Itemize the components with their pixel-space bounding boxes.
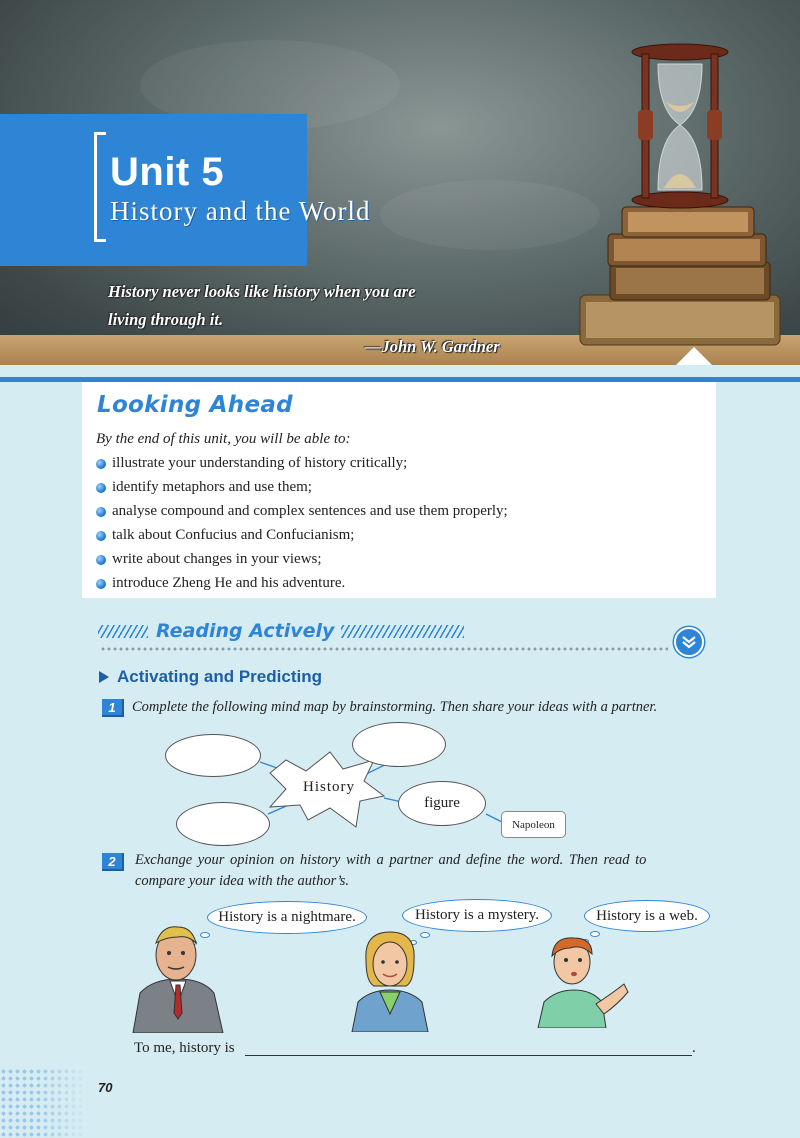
quote-line-1: History never looks like history when you are [108, 282, 416, 301]
pixel-decoration [0, 1068, 90, 1138]
objective-text: write about changes in your views; [112, 551, 322, 567]
old-man-illustration [128, 913, 228, 1033]
task-2-instruction-line-2: compare your idea with the author’s. [135, 873, 349, 889]
mind-map-blank-oval[interactable] [165, 734, 261, 777]
speech-bubble: History is a nightmare. [207, 901, 367, 934]
task-1-instruction: Complete the following mind map by brainstorming. Then share your ideas with a partner. [132, 699, 658, 715]
subsection-title: Activating and Predicting [117, 667, 322, 686]
objective-text: analyse compound and complex sentences and use them properly; [112, 503, 508, 519]
task-2-instruction-line-1: Exchange your opinion on history with a partner and define the word. Then read to [135, 852, 647, 868]
speech-bubble: History is a web. [584, 900, 710, 932]
objective-text: illustrate your understanding of history critically; [112, 455, 408, 471]
task-1-number: 1 [102, 699, 124, 717]
mind-map-napoleon-box: Napoleon [501, 811, 566, 838]
mind-map-figure-oval: figure [398, 781, 486, 826]
woman-illustration [350, 924, 430, 1032]
fill-in-period: . [692, 1040, 696, 1056]
fill-in-blank-line[interactable] [245, 1055, 692, 1056]
boy-illustration [534, 932, 634, 1028]
objective-text: identify metaphors and use them; [112, 479, 312, 495]
unit-number: Unit 5 [110, 150, 225, 194]
objective-text: introduce Zheng He and his adventure. [112, 575, 346, 591]
mind-map-blank-oval[interactable] [176, 802, 270, 846]
reading-actively-title: Reading Actively [156, 620, 335, 642]
task-2-number: 2 [102, 853, 124, 871]
fill-in-prompt: To me, history is [134, 1040, 235, 1056]
objective-text: talk about Confucius and Confucianism; [112, 527, 355, 543]
speech-bubble: History is a mystery. [402, 899, 552, 932]
unit-title: History and the World [110, 196, 371, 226]
mind-map-blank-oval[interactable] [352, 722, 446, 767]
page-number: 70 [98, 1080, 113, 1095]
quote-line-2: living through it. [108, 310, 224, 329]
quote-author: —John W. Gardner [365, 337, 500, 356]
mind-map-center-label: History [303, 779, 355, 795]
looking-ahead-title: Looking Ahead [97, 392, 293, 418]
looking-ahead-intro: By the end of this unit, you will be able to: [96, 431, 351, 447]
